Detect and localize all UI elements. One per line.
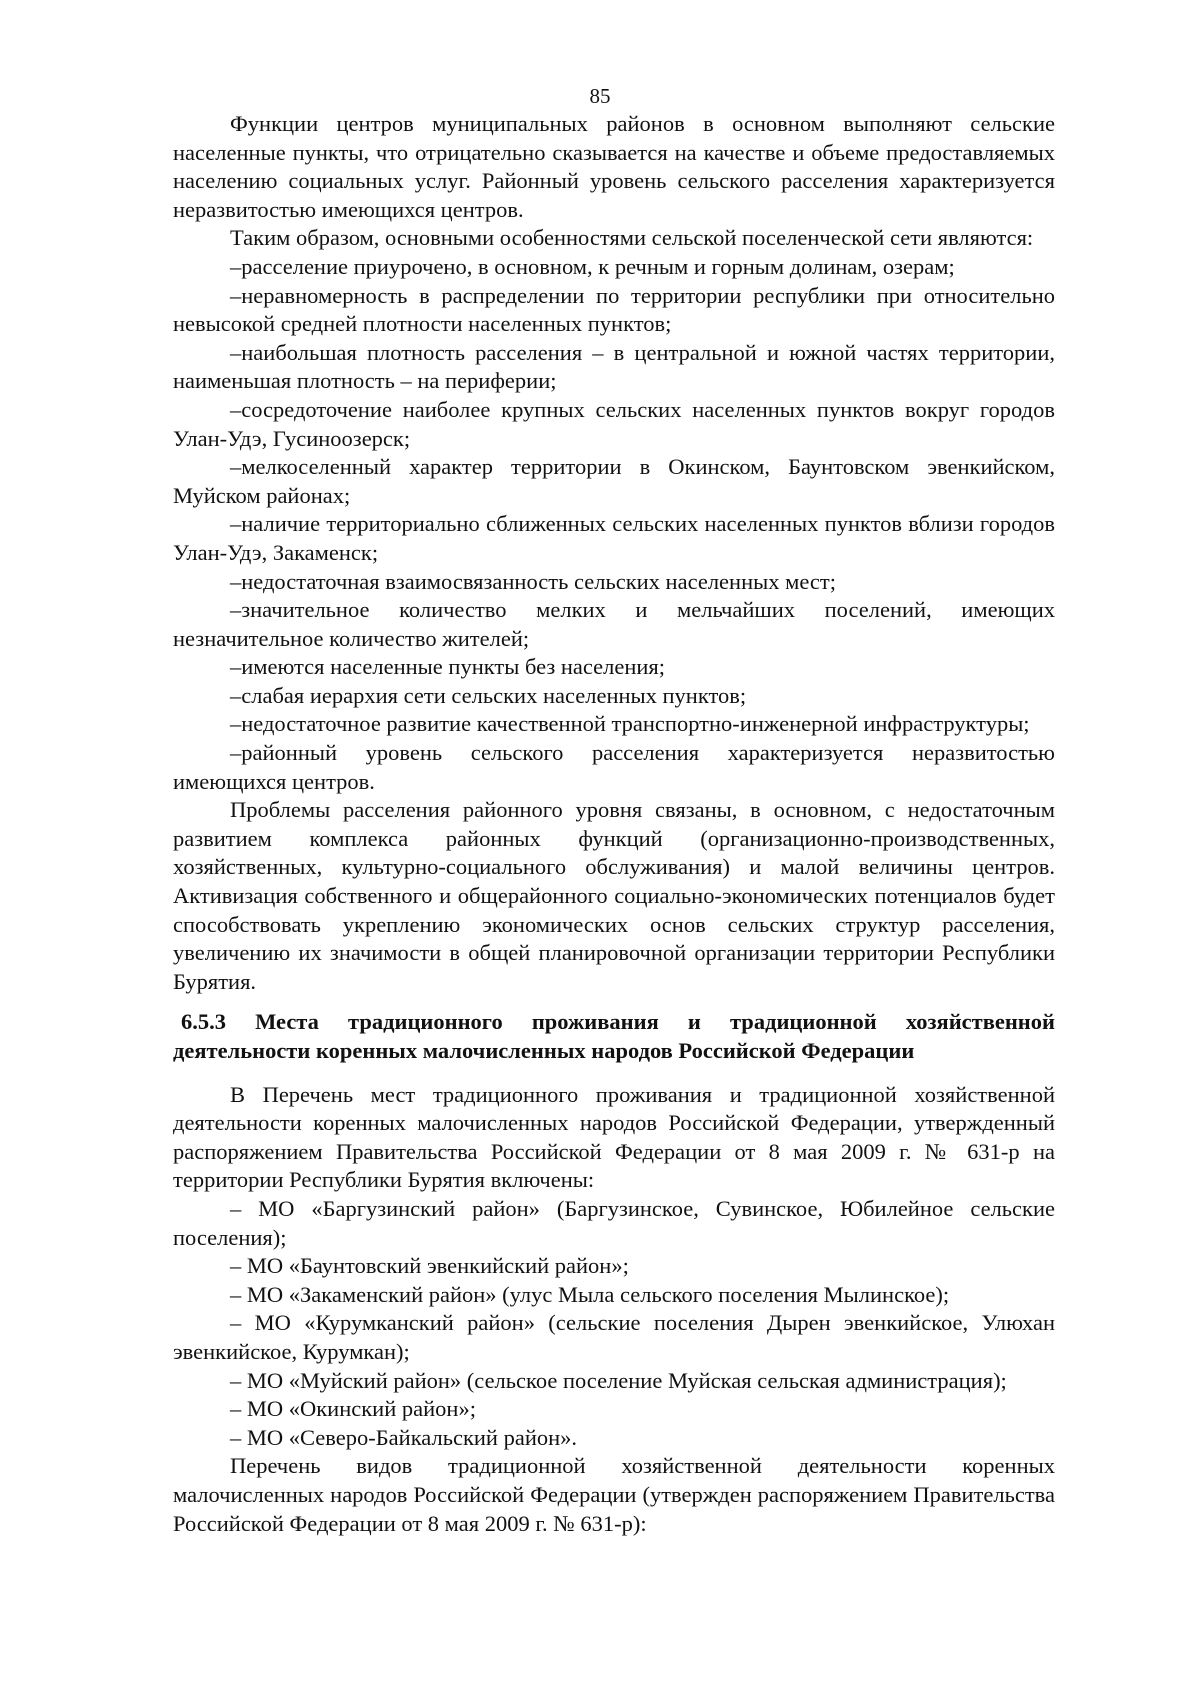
paragraph: Проблемы расселения районного уровня связаны, в основном, с недостаточным развитием комплекса районных функций (организационно-производственных, хозяйственных, культурно-социального обслуживания) и малой величины центров. Активизация собственного и общерайонного социально-экономических потенциалов будет способствовать укреплению экономических основ сельских структур расселения, увеличению их значимости в общей планировочной организации территории Республики Бурятия. xyxy=(173,797,1055,994)
list-item: – МО «Окинский район»; xyxy=(230,1396,476,1422)
section-heading xyxy=(173,1008,1055,1065)
list-item: –слабая иерархия сети сельских населенных пунктов; xyxy=(230,682,747,708)
list-item: –сосредоточение наиболее крупных сельских населенных пунктов вокруг городов Улан-Удэ, Гусиноозерск; xyxy=(173,396,1055,451)
list-item: – МО «Баргузинский район» (Баргузинское, Сувинское, Юбилейное сельские поселения); xyxy=(173,1195,1055,1250)
paragraph: Перечень видов традиционной хозяйственной деятельности коренных малочисленных народов Российской Федерации (утвержден распоряжением Правительства Российской Федерации от 8 мая 2009 г. № 631-р): xyxy=(173,1453,1055,1536)
page-number: 85 xyxy=(589,84,611,108)
list-item: –расселение приурочено, в основном, к речным и горным долинам, озерам; xyxy=(230,253,955,279)
list-item: – МО «Курумканский район» (сельские поселения Дырен эвенкийское, Улюхан эвенкийское, Курумкан); xyxy=(173,1310,1055,1364)
paragraph: Функции центров муниципальных районов в основном выполняют сельские населенные пункты, что отрицательно сказывается на качестве и объеме предоставляемых населению социальных услуг. Районный уровень сельского расселения характеризуется неразвитостью имеющихся центров. xyxy=(173,111,1055,222)
list-item: –районный уровень сельского расселения характеризуется неразвитостью имеющихся центров. xyxy=(173,740,1055,794)
list-item: –имеются населенные пункты без населения; xyxy=(230,654,666,680)
section-heading-line2: деятельности коренных малочисленных народов Российской Федерации xyxy=(173,1038,915,1063)
page-content xyxy=(173,110,1055,1538)
list-item: – МО «Закаменский район» (улус Мыла сельского поселения Мылинское); xyxy=(230,1281,950,1307)
list-item: – МО «Муйский район» (сельское поселение Муйская сельская администрация); xyxy=(230,1367,1007,1393)
list-item: –недостаточная взаимосвязанность сельских населенных мест; xyxy=(230,568,836,594)
list-item: –наличие территориально сближенных сельских населенных пунктов вблизи городов Улан-Удэ, Закаменск; xyxy=(173,511,1055,565)
list-item: –наибольшая плотность расселения – в центральной и южной частях территории, наименьшая плотность – на периферии; xyxy=(173,339,1055,394)
list-item: – МО «Северо-Байкальский район». xyxy=(230,1424,578,1450)
list-item: –недостаточное развитие качественной транспортно-инженерной инфраструктуры; xyxy=(230,711,1030,737)
list-item: –неравномерность в распределении по территории республики при относительно невысокой средней плотности населенных пунктов; xyxy=(173,282,1055,337)
paragraph: Таким образом, основными особенностями сельской поселенческой сети являются: xyxy=(230,225,1034,251)
section-heading-line1: 6.5.3 Места традиционного проживания и традиционной хозяйственной xyxy=(181,1009,1055,1035)
list-item: –мелкоселенный характер территории в Окинском, Баунтовском эвенкийском, Муйском районах; xyxy=(173,454,1055,508)
list-item: – МО «Баунтовский эвенкийский район»; xyxy=(230,1253,629,1279)
list-item: –значительное количество мелких и мельчайших поселений, имеющих незначительное количество жителей; xyxy=(173,597,1055,651)
paragraph: В Перечень мест традиционного проживания и традиционной хозяйственной деятельности коренных малочисленных народов Российской Федерации, утвержденный распоряжением Правительства Российской Федерации от 8 мая 2009 г. № 631-р на территории Республики Бурятия включены: xyxy=(173,1081,1055,1193)
